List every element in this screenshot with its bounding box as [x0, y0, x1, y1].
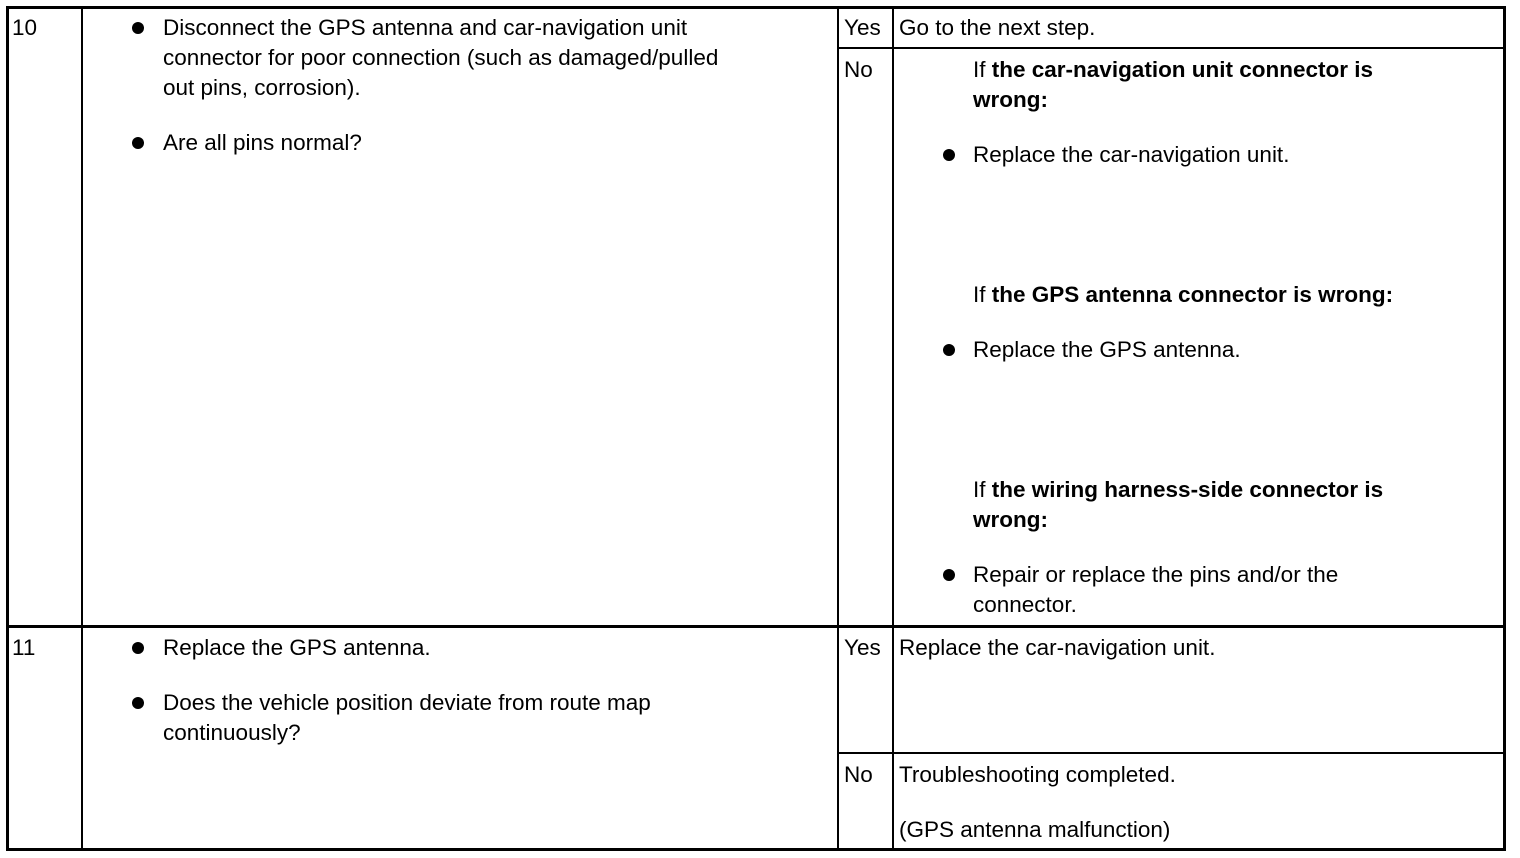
inspection-text: Are all pins normal? [163, 130, 362, 155]
case-heading: If the car-navigation unit connector is [973, 57, 1374, 82]
case-heading: If the wiring harness-side connector is [973, 477, 1384, 502]
inspection-text: Replace the GPS antenna. [163, 635, 431, 660]
no-action: Troubleshooting completed. [899, 762, 1176, 787]
case-heading: wrong: [973, 507, 1048, 532]
inspection-text: continuously? [163, 720, 301, 745]
row-divider [8, 625, 1505, 628]
inspection-text: Does the vehicle position deviate from route map [163, 690, 651, 715]
no-action: (GPS antenna malfunction) [899, 817, 1171, 842]
inspection-text: Disconnect the GPS antenna and car-navigation unit [163, 15, 688, 40]
column-divider-result [892, 8, 894, 849]
bullet-icon [132, 642, 144, 654]
case-heading: If the GPS antenna connector is wrong: [973, 282, 1394, 307]
case-action: Repair or replace the pins and/or the [973, 562, 1339, 587]
bullet-icon [943, 569, 955, 581]
column-divider-inspection [837, 8, 839, 849]
bullet-icon [132, 22, 144, 34]
yes-action: Replace the car-navigation unit. [899, 635, 1216, 660]
yes-label: Yes [844, 635, 881, 660]
column-divider-step [81, 8, 83, 849]
no-label: No [844, 57, 873, 82]
yes-label: Yes [844, 15, 881, 40]
row-10-yes-no-divider [838, 47, 1505, 49]
inspection-text: out pins, corrosion). [163, 75, 361, 100]
case-heading: wrong: [973, 87, 1048, 112]
case-action: Replace the car-navigation unit. [973, 142, 1290, 167]
inspection-text: connector for poor connection (such as damaged/pulled [163, 45, 719, 70]
bullet-icon [943, 149, 955, 161]
step-number: 10 [12, 15, 38, 40]
step-number: 11 [12, 635, 36, 660]
case-action: connector. [973, 592, 1077, 617]
bullet-icon [132, 137, 144, 149]
row-11-yes-no-divider [838, 752, 1505, 754]
bullet-icon [132, 697, 144, 709]
yes-action: Go to the next step. [899, 15, 1096, 40]
no-label: No [844, 762, 873, 787]
bullet-icon [943, 344, 955, 356]
case-action: Replace the GPS antenna. [973, 337, 1241, 362]
